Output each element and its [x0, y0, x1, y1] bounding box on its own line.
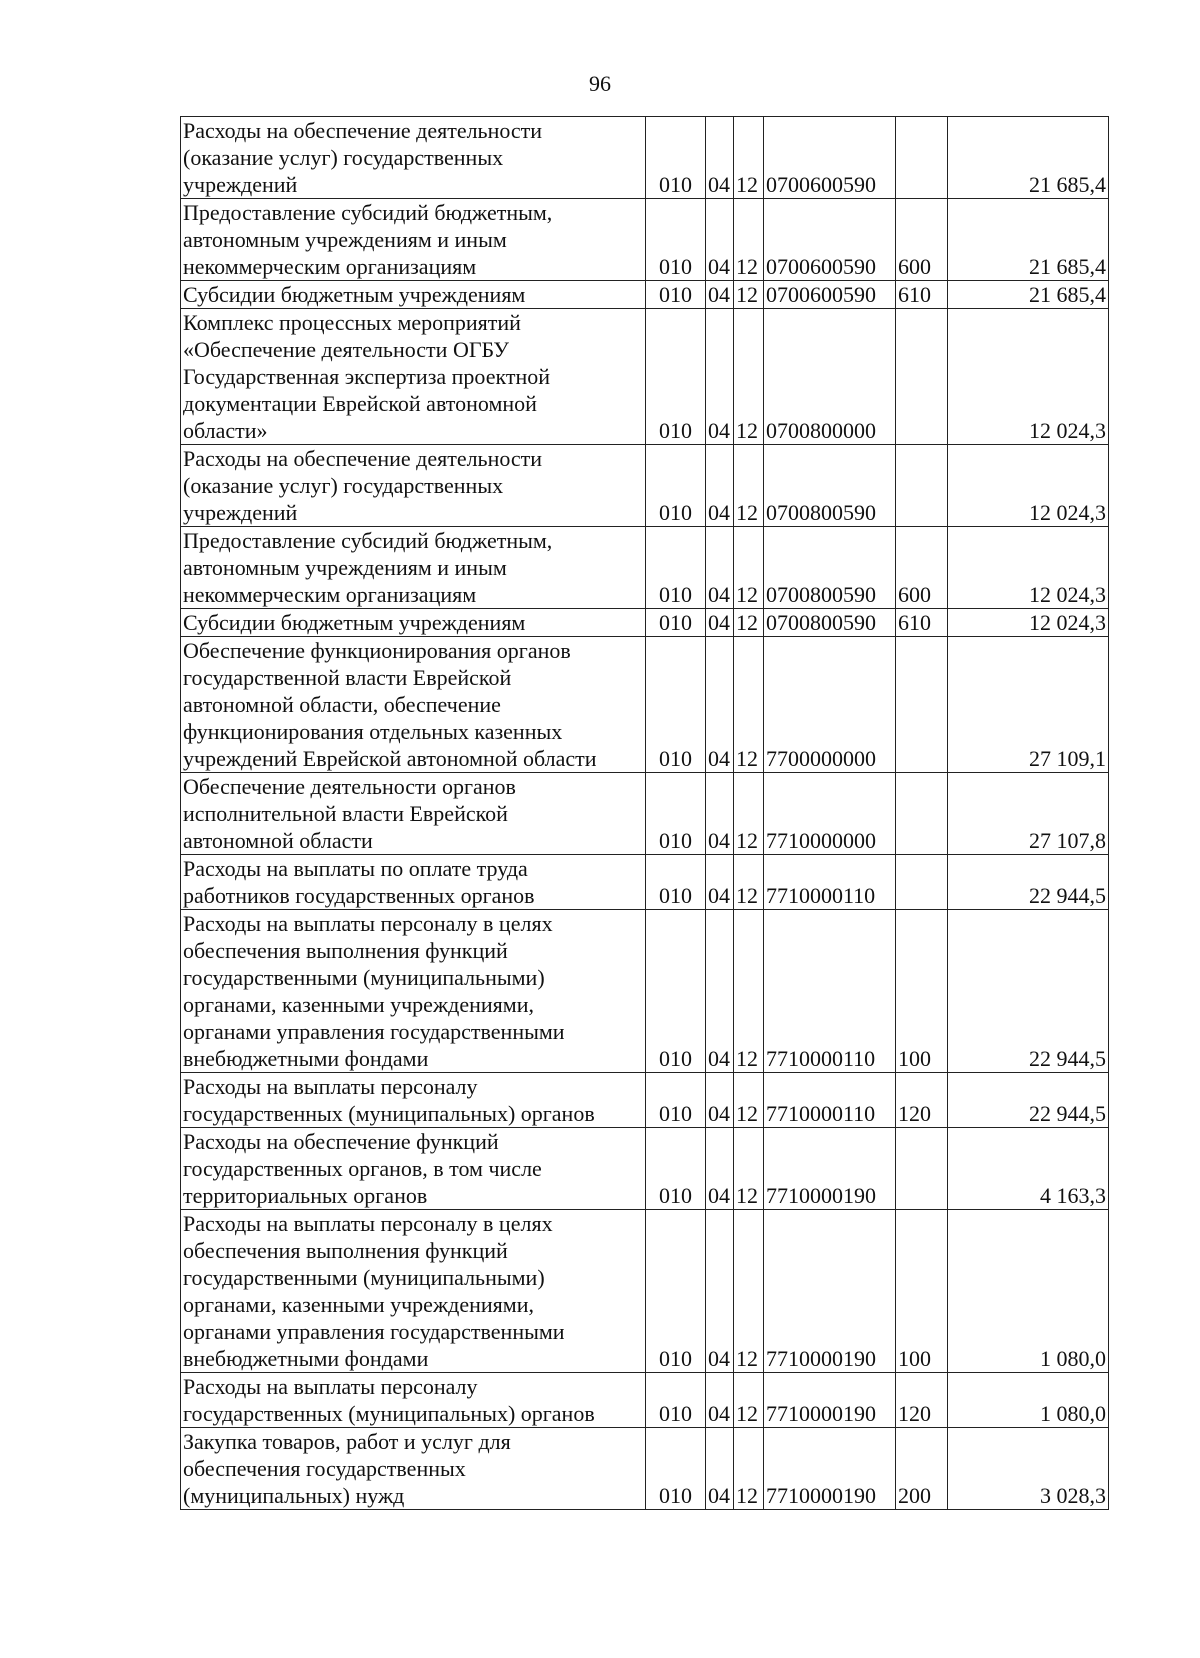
name-line: функционирования отдельных казенных — [183, 719, 563, 744]
cell-target-article: 7710000110 — [764, 1073, 896, 1128]
cell-name — [181, 527, 646, 609]
name-line: учреждений Еврейской автономной области — [183, 746, 597, 771]
cell-gr-code: 010 — [646, 1373, 706, 1428]
name-line: органами, казенными учреждениями, — [183, 1292, 534, 1317]
cell-gr-code: 010 — [646, 309, 706, 445]
table-row — [181, 527, 1109, 609]
cell-target-article: 7710000190 — [764, 1210, 896, 1373]
cell-subsection-code: 12 — [734, 309, 764, 445]
cell-amount: 12 024,3 — [948, 609, 1109, 637]
cell-expense-type — [896, 309, 948, 445]
cell-gr-code: 010 — [646, 117, 706, 199]
cell-section-code: 04 — [706, 527, 734, 609]
cell-subsection-code: 12 — [734, 199, 764, 281]
table-row — [181, 309, 1109, 445]
name-line: Субсидии бюджетным учреждениям — [183, 610, 526, 635]
cell-section-code: 04 — [706, 910, 734, 1073]
name-line: Расходы на выплаты персоналу в целях — [183, 911, 553, 936]
cell-section-code: 04 — [706, 1128, 734, 1210]
name-line: Расходы на выплаты персоналу — [183, 1374, 478, 1399]
cell-subsection-code: 12 — [734, 445, 764, 527]
table-row — [181, 281, 1109, 309]
cell-section-code: 04 — [706, 637, 734, 773]
table-row — [181, 1210, 1109, 1373]
name-line: (муниципальных) нужд — [183, 1483, 405, 1508]
cell-name — [181, 199, 646, 281]
cell-name — [181, 117, 646, 199]
name-line: Расходы на обеспечение функций — [183, 1129, 499, 1154]
cell-section-code: 04 — [706, 855, 734, 910]
cell-name — [181, 637, 646, 773]
name-line: государственных органов, в том числе — [183, 1156, 542, 1181]
cell-expense-type: 600 — [896, 199, 948, 281]
cell-subsection-code: 12 — [734, 1128, 764, 1210]
cell-subsection-code: 12 — [734, 910, 764, 1073]
cell-amount: 22 944,5 — [948, 855, 1109, 910]
cell-section-code: 04 — [706, 281, 734, 309]
cell-gr-code: 010 — [646, 855, 706, 910]
cell-amount: 27 109,1 — [948, 637, 1109, 773]
table-row — [181, 1373, 1109, 1428]
cell-subsection-code: 12 — [734, 855, 764, 910]
name-line: (оказание услуг) государственных — [183, 473, 504, 498]
table-row — [181, 1128, 1109, 1210]
cell-target-article: 7710000190 — [764, 1373, 896, 1428]
name-line: документации Еврейской автономной — [183, 391, 537, 416]
cell-subsection-code: 12 — [734, 1428, 764, 1510]
name-line: «Обеспечение деятельности ОГБУ — [183, 337, 509, 362]
name-line: органами управления государственными — [183, 1319, 565, 1344]
cell-section-code: 04 — [706, 1373, 734, 1428]
cell-amount: 12 024,3 — [948, 527, 1109, 609]
cell-name — [181, 309, 646, 445]
name-line: Государственная экспертиза проектной — [183, 364, 551, 389]
cell-gr-code: 010 — [646, 445, 706, 527]
budget-table-body — [181, 117, 1109, 1510]
cell-amount: 27 107,8 — [948, 773, 1109, 855]
cell-expense-type: 610 — [896, 609, 948, 637]
cell-expense-type — [896, 117, 948, 199]
name-line: Комплекс процессных мероприятий — [183, 310, 521, 335]
name-line: автономным учреждениям и иным — [183, 227, 507, 252]
cell-subsection-code: 12 — [734, 1373, 764, 1428]
name-line: Расходы на выплаты персоналу в целях — [183, 1211, 553, 1236]
cell-name — [181, 855, 646, 910]
name-line: Расходы на обеспечение деятельности — [183, 118, 543, 143]
cell-target-article: 7710000190 — [764, 1428, 896, 1510]
name-line: автономной области — [183, 828, 373, 853]
cell-expense-type — [896, 1128, 948, 1210]
cell-gr-code: 010 — [646, 1128, 706, 1210]
name-line: некоммерческим организациям — [183, 254, 477, 279]
table-row — [181, 637, 1109, 773]
cell-subsection-code: 12 — [734, 527, 764, 609]
name-line: Предоставление субсидий бюджетным, — [183, 528, 553, 553]
cell-target-article: 0700600590 — [764, 199, 896, 281]
table-row — [181, 609, 1109, 637]
name-line: исполнительной власти Еврейской — [183, 801, 508, 826]
cell-amount: 22 944,5 — [948, 1073, 1109, 1128]
name-line: (оказание услуг) государственных — [183, 145, 504, 170]
cell-gr-code: 010 — [646, 1073, 706, 1128]
cell-gr-code: 010 — [646, 910, 706, 1073]
table-row — [181, 1428, 1109, 1510]
name-line: Закупка товаров, работ и услуг для — [183, 1429, 511, 1454]
cell-target-article: 7700000000 — [764, 637, 896, 773]
cell-name — [181, 1073, 646, 1128]
name-line: учреждений — [183, 500, 298, 525]
cell-subsection-code: 12 — [734, 637, 764, 773]
cell-target-article: 0700800590 — [764, 445, 896, 527]
cell-gr-code: 010 — [646, 527, 706, 609]
cell-section-code: 04 — [706, 199, 734, 281]
name-line: органами, казенными учреждениями, — [183, 992, 534, 1017]
name-line: Предоставление субсидий бюджетным, — [183, 200, 553, 225]
name-line: Расходы на выплаты персоналу — [183, 1074, 478, 1099]
name-line: государственными (муниципальными) — [183, 1265, 545, 1290]
name-line: государственных (муниципальных) органов — [183, 1101, 595, 1126]
cell-amount: 22 944,5 — [948, 910, 1109, 1073]
cell-expense-type: 120 — [896, 1073, 948, 1128]
table-row — [181, 773, 1109, 855]
cell-target-article: 7710000000 — [764, 773, 896, 855]
cell-amount: 4 163,3 — [948, 1128, 1109, 1210]
cell-section-code: 04 — [706, 117, 734, 199]
cell-gr-code: 010 — [646, 773, 706, 855]
cell-name — [181, 281, 646, 309]
name-line: Расходы на выплаты по оплате труда — [183, 856, 528, 881]
name-line: автономным учреждениям и иным — [183, 555, 507, 580]
cell-name — [181, 1373, 646, 1428]
name-line: Обеспечение функционирования органов — [183, 638, 571, 663]
cell-amount: 12 024,3 — [948, 309, 1109, 445]
cell-name — [181, 445, 646, 527]
cell-name — [181, 1428, 646, 1510]
name-line: автономной области, обеспечение — [183, 692, 501, 717]
name-line: некоммерческим организациям — [183, 582, 477, 607]
cell-section-code: 04 — [706, 1210, 734, 1373]
cell-subsection-code: 12 — [734, 1073, 764, 1128]
cell-expense-type — [896, 773, 948, 855]
cell-subsection-code: 12 — [734, 1210, 764, 1373]
cell-target-article: 7710000110 — [764, 910, 896, 1073]
table-row — [181, 117, 1109, 199]
name-line: органами управления государственными — [183, 1019, 565, 1044]
cell-target-article: 7710000190 — [764, 1128, 896, 1210]
cell-gr-code: 010 — [646, 609, 706, 637]
cell-expense-type — [896, 445, 948, 527]
cell-target-article: 0700600590 — [764, 281, 896, 309]
table-row — [181, 1073, 1109, 1128]
cell-amount: 3 028,3 — [948, 1428, 1109, 1510]
cell-section-code: 04 — [706, 1428, 734, 1510]
cell-name — [181, 773, 646, 855]
table-row — [181, 199, 1109, 281]
name-line: внебюджетными фондами — [183, 1346, 429, 1371]
cell-amount: 21 685,4 — [948, 117, 1109, 199]
cell-expense-type — [896, 855, 948, 910]
cell-name — [181, 910, 646, 1073]
cell-expense-type: 600 — [896, 527, 948, 609]
name-line: области» — [183, 418, 268, 443]
cell-target-article: 0700800590 — [764, 609, 896, 637]
name-line: государственными (муниципальными) — [183, 965, 545, 990]
cell-section-code: 04 — [706, 773, 734, 855]
table-row — [181, 445, 1109, 527]
cell-gr-code: 010 — [646, 281, 706, 309]
cell-amount: 21 685,4 — [948, 199, 1109, 281]
cell-gr-code: 010 — [646, 199, 706, 281]
name-line: внебюджетными фондами — [183, 1046, 429, 1071]
cell-expense-type — [896, 637, 948, 773]
cell-target-article: 0700800590 — [764, 527, 896, 609]
name-line: обеспечения выполнения функций — [183, 938, 508, 963]
name-line: Обеспечение деятельности органов — [183, 774, 516, 799]
cell-name — [181, 1210, 646, 1373]
name-line: учреждений — [183, 172, 298, 197]
name-line: обеспечения выполнения функций — [183, 1238, 508, 1263]
cell-expense-type: 100 — [896, 910, 948, 1073]
cell-amount: 21 685,4 — [948, 281, 1109, 309]
cell-gr-code: 010 — [646, 1428, 706, 1510]
name-line: обеспечения государственных — [183, 1456, 466, 1481]
name-line: Расходы на обеспечение деятельности — [183, 446, 543, 471]
name-line: Субсидии бюджетным учреждениям — [183, 282, 526, 307]
cell-section-code: 04 — [706, 309, 734, 445]
cell-subsection-code: 12 — [734, 773, 764, 855]
name-line: государственной власти Еврейской — [183, 665, 512, 690]
cell-expense-type: 100 — [896, 1210, 948, 1373]
cell-expense-type: 610 — [896, 281, 948, 309]
cell-expense-type: 120 — [896, 1373, 948, 1428]
page-number: 96 — [589, 71, 611, 96]
cell-gr-code: 010 — [646, 1210, 706, 1373]
table-row — [181, 855, 1109, 910]
cell-gr-code: 010 — [646, 637, 706, 773]
cell-target-article: 7710000110 — [764, 855, 896, 910]
name-line: государственных (муниципальных) органов — [183, 1401, 595, 1426]
cell-section-code: 04 — [706, 609, 734, 637]
budget-table — [180, 116, 1109, 1510]
cell-amount: 1 080,0 — [948, 1210, 1109, 1373]
cell-subsection-code: 12 — [734, 281, 764, 309]
cell-subsection-code: 12 — [734, 609, 764, 637]
name-line: работников государственных органов — [183, 883, 535, 908]
table-row — [181, 910, 1109, 1073]
cell-amount: 12 024,3 — [948, 445, 1109, 527]
cell-subsection-code: 12 — [734, 117, 764, 199]
cell-section-code: 04 — [706, 1073, 734, 1128]
cell-amount: 1 080,0 — [948, 1373, 1109, 1428]
cell-name — [181, 609, 646, 637]
cell-target-article: 0700800000 — [764, 309, 896, 445]
cell-expense-type: 200 — [896, 1428, 948, 1510]
cell-name — [181, 1128, 646, 1210]
cell-target-article: 0700600590 — [764, 117, 896, 199]
cell-section-code: 04 — [706, 445, 734, 527]
name-line: территориальных органов — [183, 1183, 428, 1208]
